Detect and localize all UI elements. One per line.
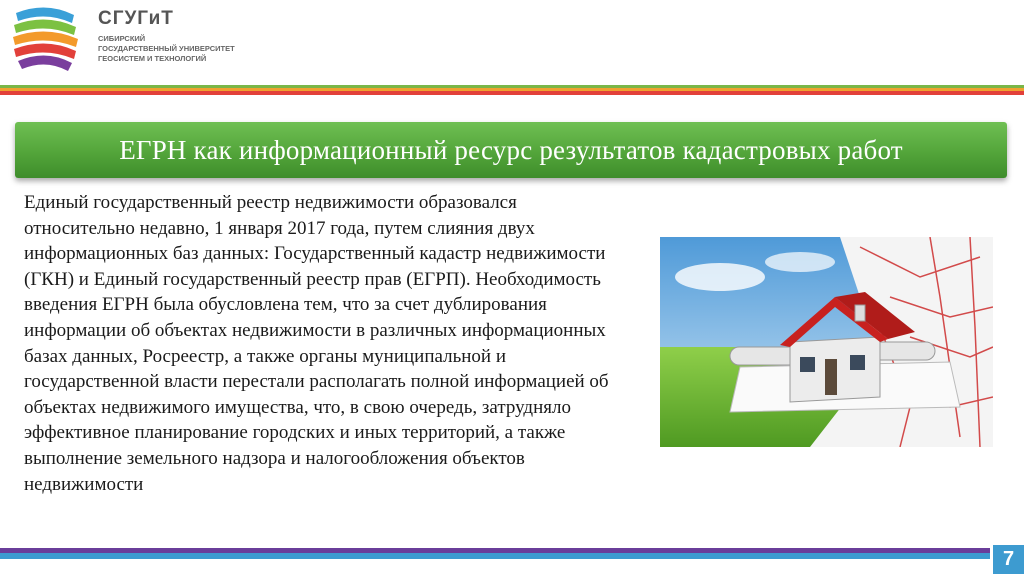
page-number: 7 xyxy=(993,545,1024,574)
header-divider xyxy=(0,85,1024,95)
house-on-cadastral-map-icon xyxy=(660,237,993,447)
slide-title-bar xyxy=(15,122,1007,178)
university-logo-icon xyxy=(10,3,82,75)
university-line-3: ГЕОСИСТЕМ И ТЕХНОЛОГИЙ xyxy=(98,54,207,63)
university-line-2: ГОСУДАРСТВЕННЫЙ УНИВЕРСИТЕТ xyxy=(98,44,235,53)
footer-divider xyxy=(0,548,990,559)
university-line-1: СИБИРСКИЙ xyxy=(98,34,146,43)
slide-body-text: Единый государственный реестр недвижимости образовался относительно недавно, 1 января 2017 года, путем слияния двух информационных баз данных: Государственный кадастр недвижимости (ГКН) и Единый государственный реестр прав (ЕГРП). Необходимость введения ЕГРН была обусловлена тем, что за счет дублирования информации об объектах недвижимости в различных информационных базах данных, Росреестр, а также органы муниципальной и государственной власти перестали располагать полной информацией об объектах недвижимого имущества, что, в свою очередь, затрудняло эффективное планирование городских и иных территорий, а также выполнение земельного надзора и налогообложения объектов недвижимости xyxy=(24,192,609,495)
slide-title: ЕГРН как информационный ресурс результатов кадастровых работ xyxy=(119,135,903,165)
brand-name: СГУГиТ xyxy=(98,8,174,29)
university-name xyxy=(98,34,235,64)
